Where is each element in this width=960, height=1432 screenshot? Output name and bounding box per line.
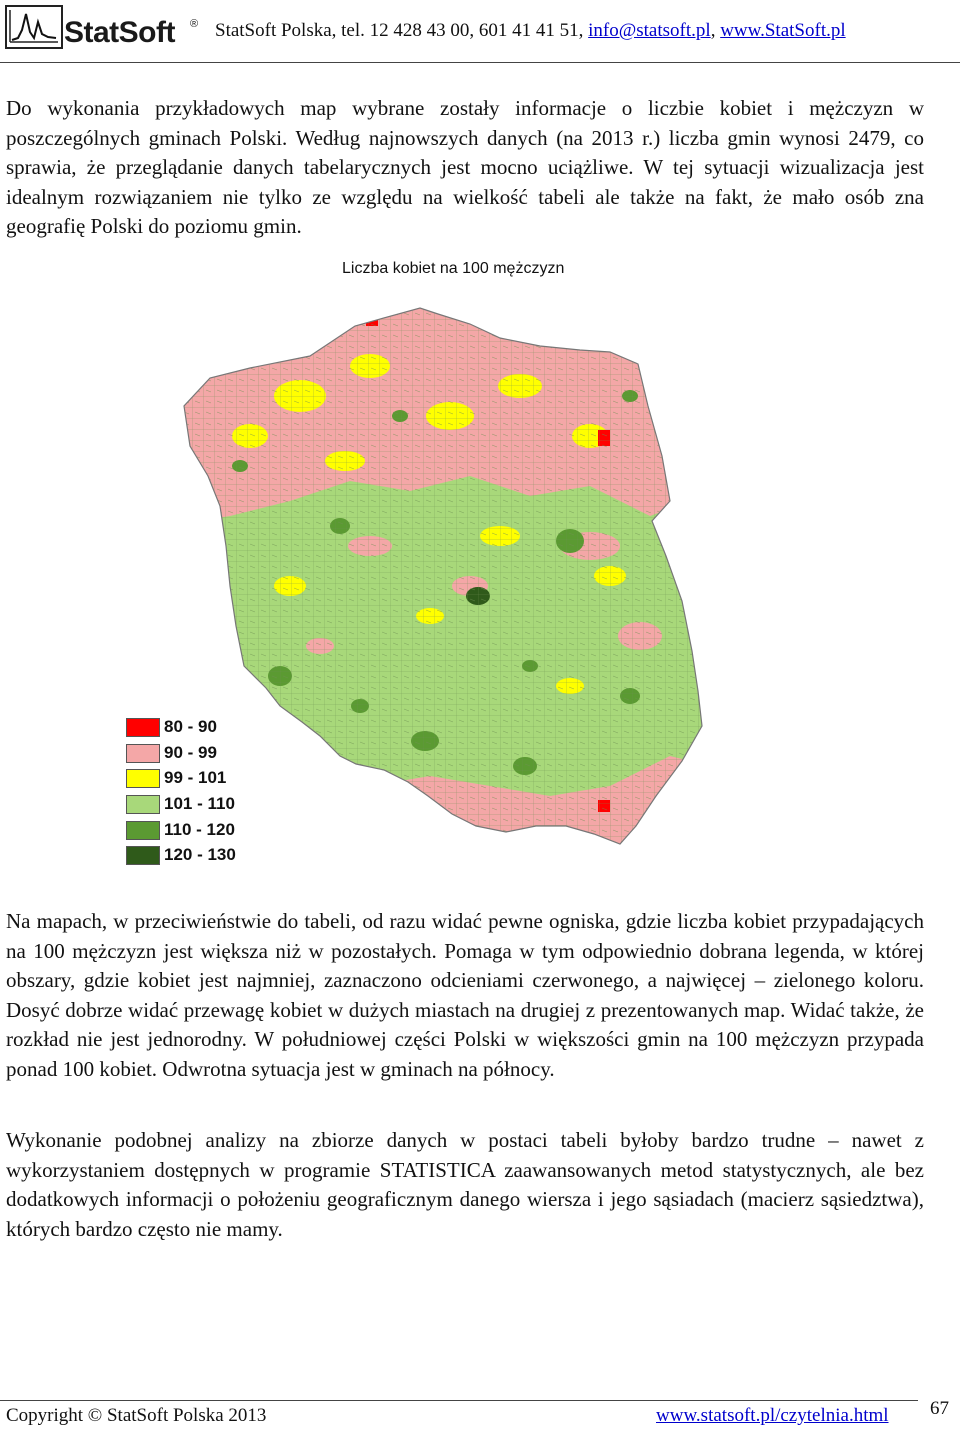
footer-divider xyxy=(0,1400,918,1401)
map-legend xyxy=(126,716,266,870)
legend-swatch xyxy=(126,821,160,840)
legend-label: 101 - 110 xyxy=(164,794,235,814)
analysis-paragraph: Na mapach, w przeciwieństwie do tabeli, od razu widać pewne ogniska, gdzie liczba kobiet przypadających na 100 mężczyzn jest większa niż w pozostałych. Pomaga w tym odpowiednio dobrana legenda, w której obszary, gdzie kobiet jest najmniej, zaznaczono odcieniami czerwonego, a najwięcej – zielonego koloru. Dosyć dobrze widać przewagę kobiet w dużych miastach na drugiej z prezentowanych map. Widać także, że rozkład nie jest jednorodny. W południowej części Polski w większości gmin na 100 mężczyzn przypada ponad 100 kobiet. Odwrotna sytuacja jest w gminach na północy. xyxy=(6,909,924,1081)
legend-swatch xyxy=(126,795,160,814)
contact-text: StatSoft Polska, tel. 12 428 43 00, 601 41 41 51, xyxy=(215,20,589,41)
registered-mark: ® xyxy=(190,18,199,30)
conclusion-paragraph: Wykonanie podobnej analizy na zbiorze danych w postaci tabeli byłoby bardzo trudne – nawet z wykorzystaniem dostępnych w programie STATISTICA zaawansowanych metod statystycznych, ale bez dodatkowych informacji o położeniu geograficznym danego wiersza i jego sąsiadach (macierz sąsiedztwa), których bardzo często nie mamy. xyxy=(6,1128,924,1241)
website-link[interactable]: www.StatSoft.pl xyxy=(720,20,846,41)
footer-copyright: Copyright © StatSoft Polska 2013 xyxy=(6,1405,267,1426)
legend-item xyxy=(126,819,266,845)
legend-item xyxy=(126,742,266,768)
email-link[interactable]: info@statsoft.pl xyxy=(588,20,711,41)
statsoft-logo xyxy=(4,4,200,50)
map-figure xyxy=(120,258,740,870)
header-divider xyxy=(0,62,960,63)
logo-wordmark: StatSoft xyxy=(64,16,175,49)
header-contact xyxy=(215,20,846,42)
legend-swatch xyxy=(126,769,160,788)
contact-separator: , xyxy=(710,20,721,41)
legend-label: 110 - 120 xyxy=(164,819,235,839)
legend-item xyxy=(126,844,266,870)
legend-swatch xyxy=(126,744,160,763)
legend-item xyxy=(126,716,266,742)
legend-label: 90 - 99 xyxy=(164,742,217,762)
intro-paragraph: Do wykonania przykładowych map wybrane zostały informacje o liczbie kobiet i mężczyzn w poszczególnych gminach Polski. Według najnowszych danych (na 2013 r.) liczba gmin wynosi 2479, co sprawia, że przeglądanie danych tabelarycznych jest mocno uciążliwe. W tej sytuacji wizualizacja jest idealnym rozwiązaniem nie tylko ze względu na wielkość tabeli ale także na fakt, że mało osób zna geografię Polski do poziomu gmin. xyxy=(6,96,924,238)
legend-item xyxy=(126,793,266,819)
map-title: Liczba kobiet na 100 mężczyzn xyxy=(342,260,565,277)
statsoft-logo-icon xyxy=(4,4,64,50)
page-header xyxy=(0,0,960,62)
legend-swatch xyxy=(126,718,160,737)
legend-item xyxy=(126,767,266,793)
page-number: 67 xyxy=(930,1398,949,1419)
legend-label: 99 - 101 xyxy=(164,768,227,788)
legend-label: 120 - 130 xyxy=(164,845,236,865)
legend-swatch xyxy=(126,846,160,865)
legend-label: 80 - 90 xyxy=(164,717,217,736)
footer-link[interactable]: www.statsoft.pl/czytelnia.html xyxy=(656,1405,889,1426)
